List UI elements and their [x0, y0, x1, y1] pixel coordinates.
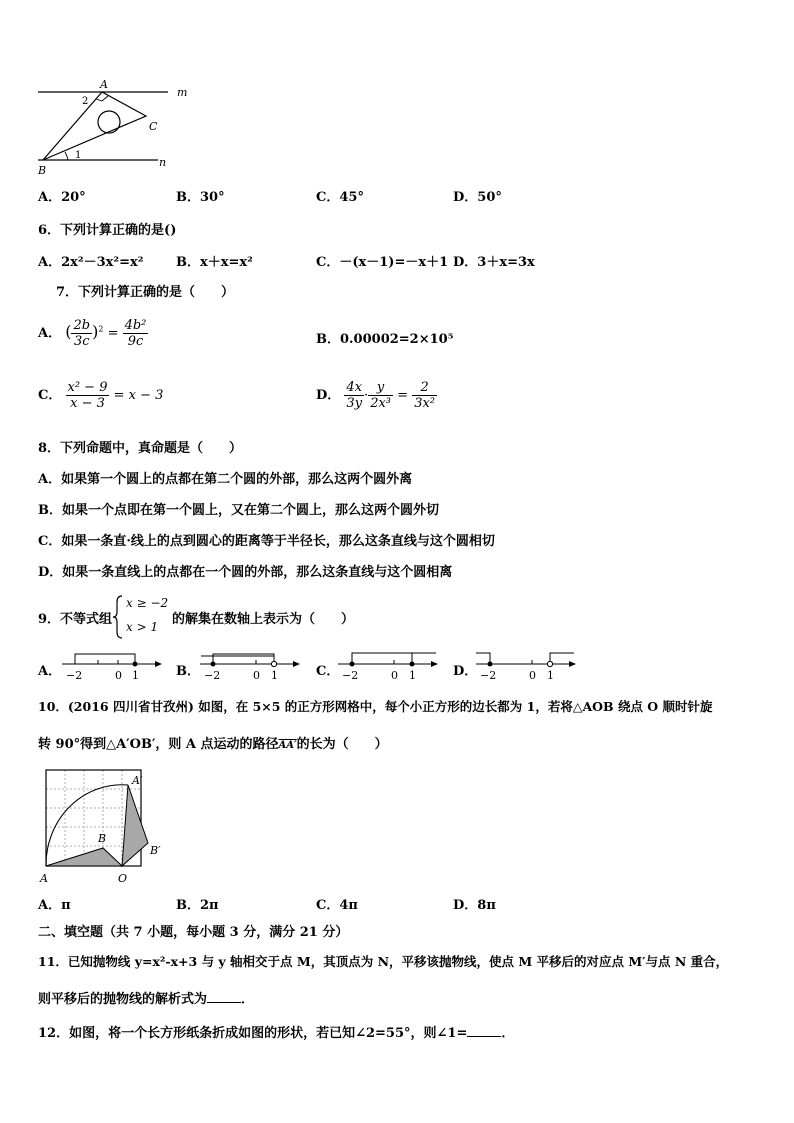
- svg-text:−2: −2: [66, 669, 83, 682]
- label-o: O: [118, 872, 128, 885]
- q9-option-c-label: C．: [316, 664, 340, 679]
- svg-text:1: 1: [409, 669, 416, 682]
- q7-c-fraction: $\frac{\text{x² − 9}}{x - 3}$: [67, 380, 108, 411]
- q5-option-b: B．30°: [176, 190, 225, 205]
- q7-option-a: A． ( $\frac{2b}{3c}$ )$^2$ = $\frac{\text{4b²}}{9c}$: [38, 318, 147, 349]
- svg-text:1: 1: [132, 669, 139, 682]
- q7-c-prefix: C．: [38, 388, 62, 403]
- label-b-prime: B′: [150, 844, 161, 857]
- q7-option-c: [38, 380, 163, 411]
- number-line-d: [474, 648, 578, 684]
- q6-option-d: D．3＋x=3x: [453, 255, 535, 270]
- angle-1-arc: [65, 152, 68, 160]
- q5-option-a: A．20°: [38, 190, 86, 205]
- svg-text:1: 1: [547, 669, 554, 682]
- q6-stem: 6．下列计算正确的是(): [38, 223, 177, 238]
- brace-icon: [112, 594, 124, 640]
- section-2-heading: 二、填空题（共 7 小题，每小题 3 分，满分 21 分）: [38, 925, 349, 940]
- label-c: C: [149, 120, 158, 133]
- q7-a-fraction-2: $\frac{\text{4b²}}{9c}$: [124, 318, 147, 349]
- q11-line-2: 则平移后的抛物线的解析式为 ．: [38, 992, 255, 1007]
- number-line-c: [336, 648, 440, 684]
- q10-option-c: C．4π: [316, 898, 358, 913]
- q12-line-1: 12．如图，将一个长方形纸条折成如图的形状，若已知∠2=55°，则∠1= ．: [38, 1026, 515, 1041]
- q9-inequality-1: x ≥ −2: [126, 596, 169, 610]
- svg-text:0: 0: [391, 669, 398, 682]
- q6-option-b: B．x＋x=x²: [176, 255, 253, 270]
- triangle-abc: [43, 92, 146, 160]
- q7-d-fraction-3: $\frac{2}{\text{3x²}}$: [414, 380, 436, 411]
- q7-d-fraction-2: $\frac{y}{\text{2x³}}$: [370, 380, 392, 411]
- arc-aa-prime: AA′: [278, 740, 297, 751]
- rotation-grid-figure: [36, 766, 166, 888]
- q7-option-b: B．0.00002=2×10⁵: [316, 332, 454, 347]
- q8-option-d: D．如果一条直线上的点都在一个圆的外部，那么这条直线与这个圆相离: [38, 565, 453, 580]
- label-angle-1: 1: [75, 150, 82, 161]
- q9-stem-suffix: 的解集在数轴上表示为（ ）: [172, 612, 355, 627]
- q10-option-a: A．π: [38, 898, 71, 913]
- label-b: B: [98, 832, 107, 845]
- label-m: m: [177, 86, 188, 99]
- q8-option-a: A．如果第一个圆上的点都在第二个圆的外部，那么这两个圆外离: [38, 472, 413, 487]
- q6-option-a: A．2x²－3x²=x²: [38, 255, 144, 270]
- svg-text:0: 0: [115, 669, 122, 682]
- q9-inequality-2: x > 1: [126, 620, 159, 634]
- q7-stem: 7．下列计算正确的是（ ）: [56, 285, 235, 300]
- q9-option-d-label: D．: [453, 664, 478, 679]
- q11-line-1: 11．已知抛物线 y=x²-x+3 与 y 轴相交于点 M，其顶点为 N，平移该抛物线，使点 M 平移后的对应点 M′与点 N 重合，: [38, 954, 729, 969]
- q7-a-fraction-1: $\frac{2b}{3c}$: [73, 318, 91, 349]
- q10-line-2: 转 90°得到△A′OB′，则 A 点运动的路径AA′的长为（ ）: [38, 737, 388, 752]
- label-n: n: [159, 156, 167, 169]
- inner-circle: [98, 111, 120, 133]
- q11-answer-blank[interactable]: [207, 990, 241, 1003]
- label-angle-2: 2: [82, 96, 89, 107]
- svg-text:−2: −2: [480, 669, 497, 682]
- svg-text:0: 0: [529, 669, 536, 682]
- q8-option-c: C．如果一条直·线上的点到圆心的距离等于半径长，那么这条直线与这个圆相切: [38, 534, 495, 549]
- q8-stem: 8．下列命题中，真命题是（ ）: [38, 441, 243, 456]
- svg-text:1: 1: [271, 669, 278, 682]
- triangle-parallel-lines-figure: [30, 78, 200, 178]
- q7-a-prefix: A．: [38, 326, 62, 341]
- q9-option-b-label: B．: [176, 664, 200, 679]
- q9-option-a-label: A．: [38, 664, 62, 679]
- q10-option-d: D．8π: [453, 898, 496, 913]
- q6-option-c: C．－(x－1)=－x＋1: [316, 255, 449, 270]
- svg-text:−2: −2: [342, 669, 359, 682]
- svg-text:0: 0: [253, 669, 260, 682]
- label-a: A: [40, 872, 48, 885]
- q7-d-fraction-1: $\frac{4x}{3y}$: [346, 380, 363, 411]
- q7-d-prefix: D．: [316, 388, 341, 403]
- q7-option-d: D． $\frac{4x}{3y}$ · $\frac{y}{\text{2x³}}$ = $\frac{2}{\text{3x²}}$: [316, 380, 436, 411]
- number-line-a: [60, 648, 164, 684]
- q10-line-1: 10．(2016 四川省甘孜州) 如图，在 5×5 的正方形网格中，每个小正方形的边长都为 1，若将△AOB 绕点 O 顺时针旋: [38, 699, 713, 714]
- q5-option-d: D．50°: [453, 190, 502, 205]
- q10-option-b: B．2π: [176, 898, 219, 913]
- number-line-b: [198, 648, 302, 684]
- q5-option-c: C．45°: [316, 190, 364, 205]
- label-b: B: [38, 164, 47, 177]
- q9-stem-prefix: 9．不等式组: [38, 612, 113, 627]
- q7-c-rhs: = x − 3: [113, 388, 164, 403]
- label-a: A: [100, 78, 108, 91]
- svg-text:−2: −2: [204, 669, 221, 682]
- q8-option-b: B．如果一个点即在第一个圆上，又在第二个圆上，那么这两个圆外切: [38, 503, 439, 518]
- label-a-prime: A′: [132, 774, 143, 787]
- q12-answer-blank[interactable]: [467, 1024, 501, 1037]
